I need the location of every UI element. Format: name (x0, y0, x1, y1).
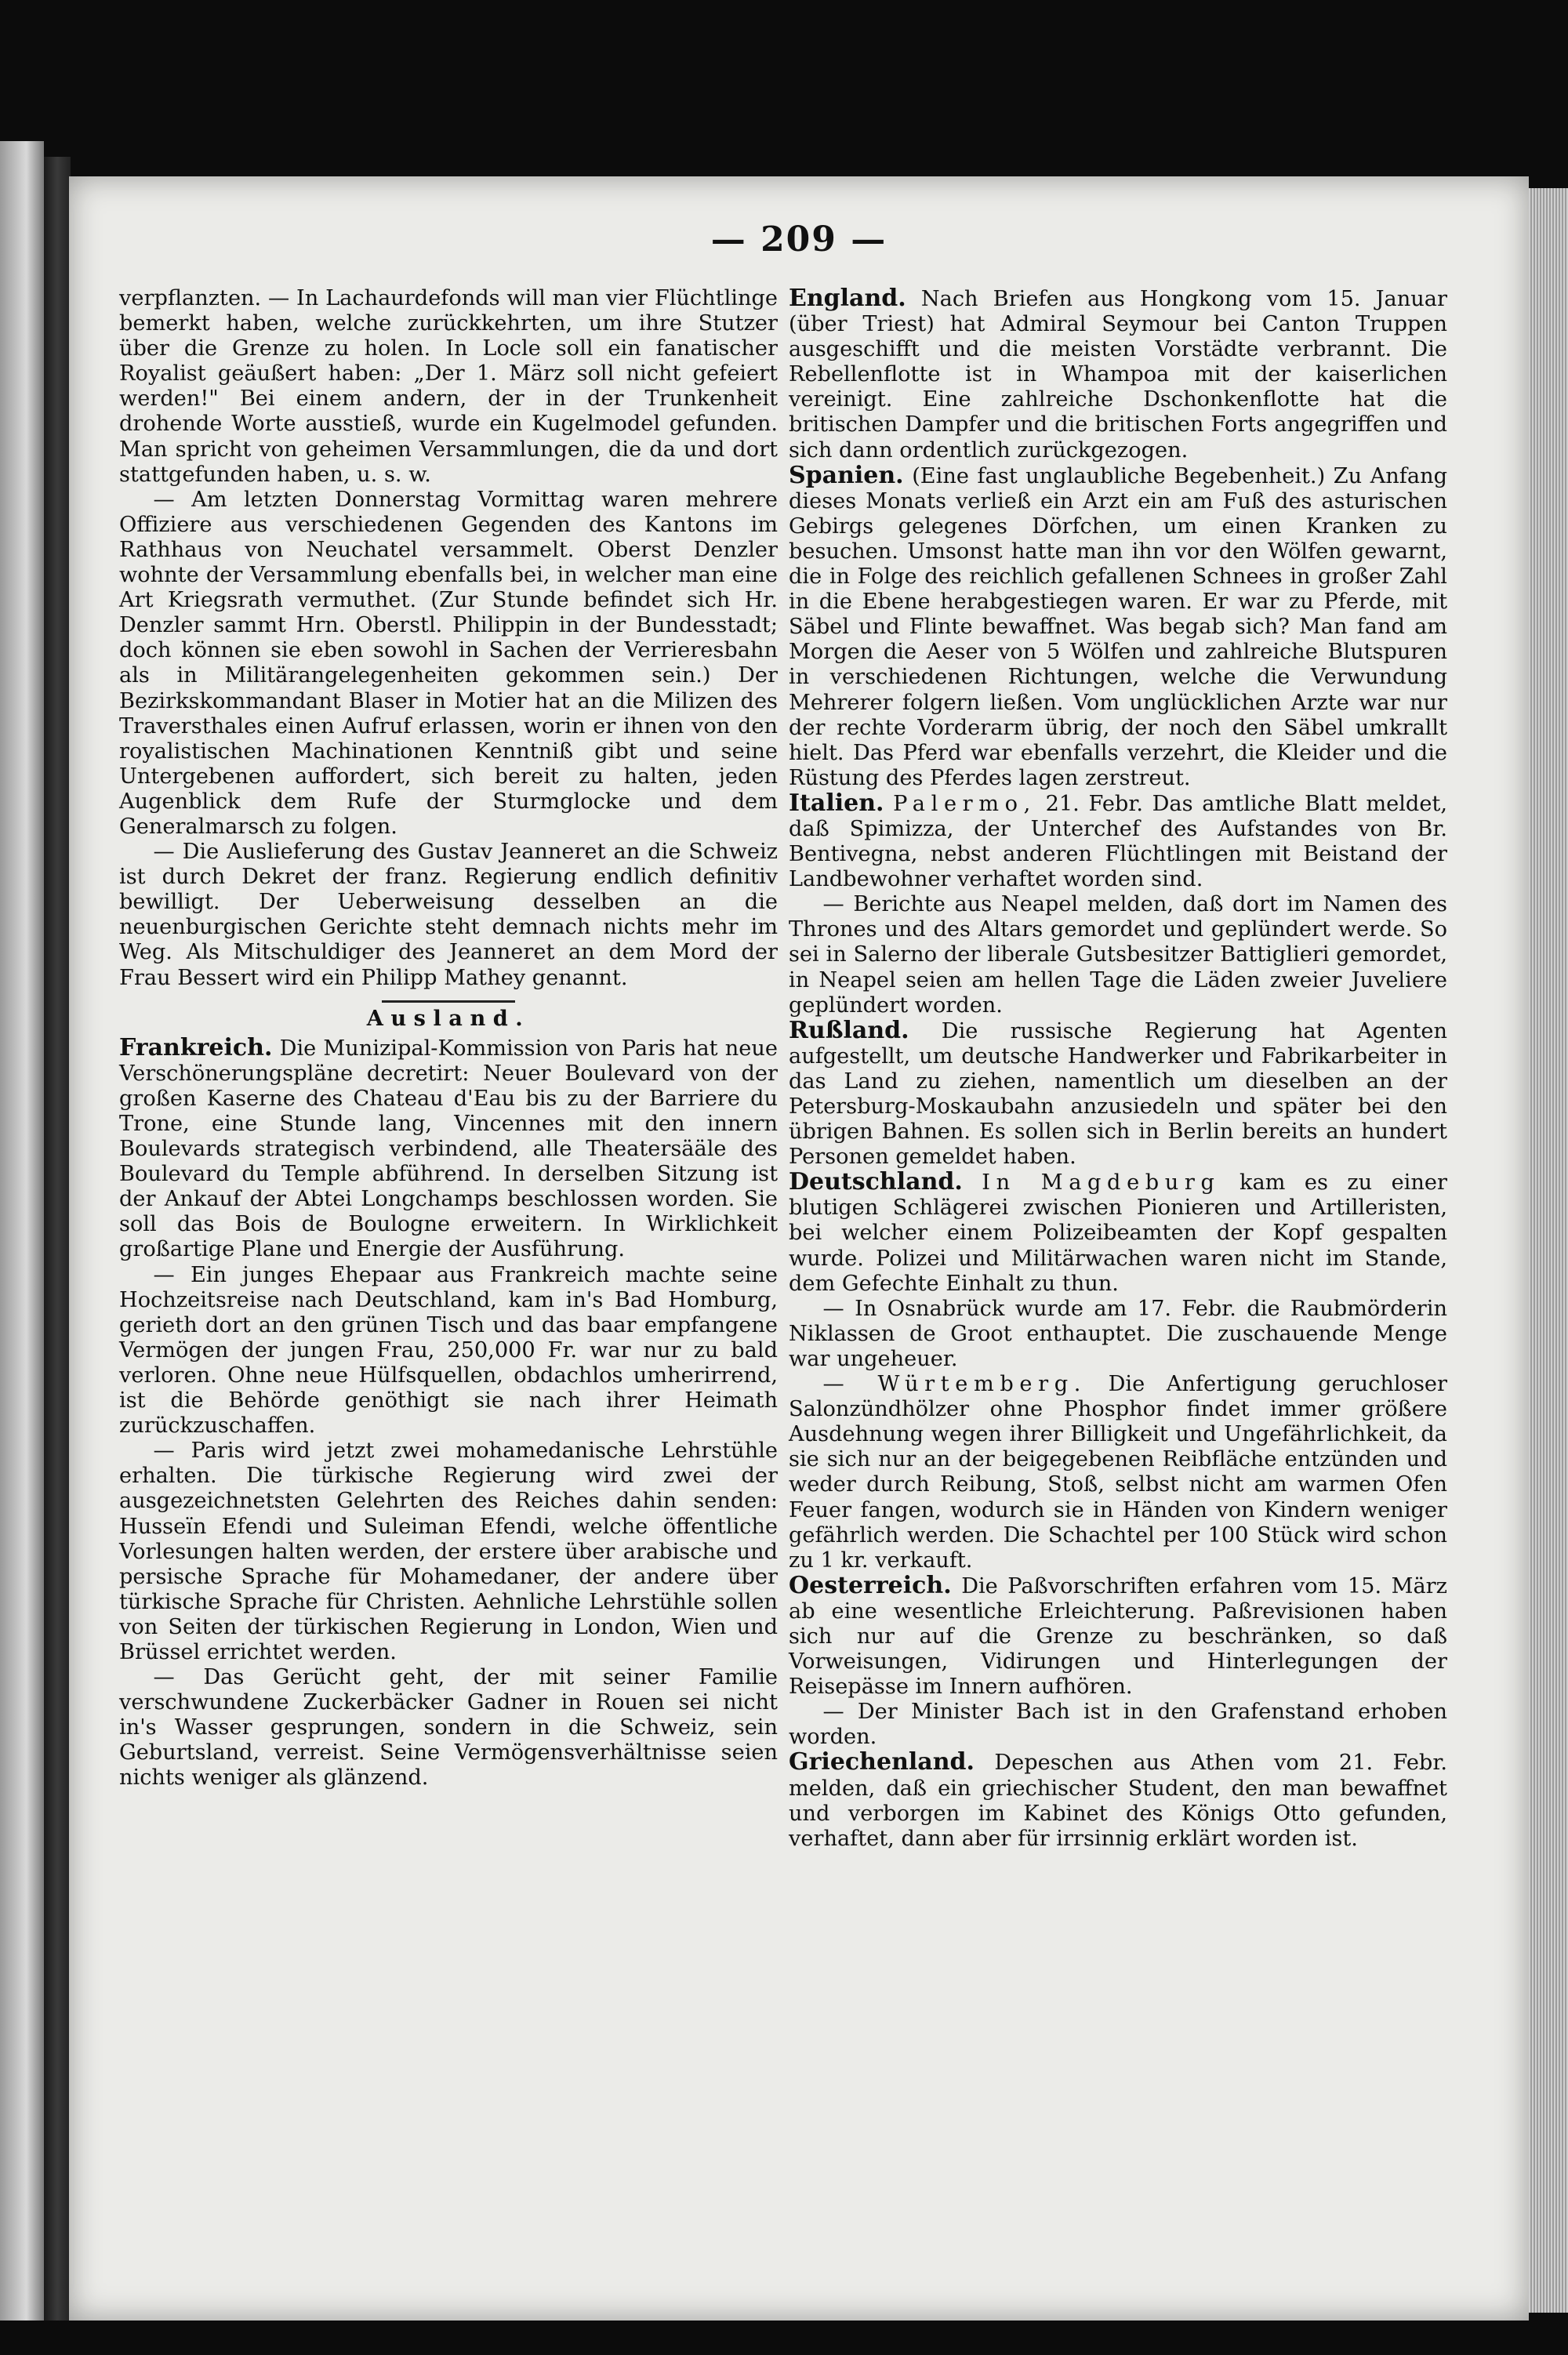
paragraph: verpflanzten. — In Lachaurdefonds will man vier Flüchtlinge bemerkt haben, welche zurückkehrten, um ihre Stutzer über die Grenze zu holen. In Locle soll ein fanatischer Royalist geäußert haben: „Der 1. März soll nicht gefeiert werden!" Bei einem andern, der in der Trunkenheit drohende Worte ausstieß, wurde ein Kugelmodel gefunden. Man spricht von geheimen Versammlungen, die da und dort stattgefunden haben, u. s. w. (119, 286, 778, 487)
paragraph-text: Die Anfertigung geruchloser Salonzündhölzer ohne Phosphor findet immer größere Ausdehnung wegen ihrer Billigkeit und Ungefährlichkeit, da sie sich nur an der beigegebenen Reibfläche entzünden und weder durch Reibung, Stoß, selbst nicht am warmen Ofen Feuer fangen, wodurch sie in Händen von Kindern weniger gefährlich werden. Die Schachtel per 100 Stück wird schon zu 1 kr. verkauft. (789, 1372, 1447, 1573)
paragraph: — Paris wird jetzt zwei mohamedanische Lehrstühle erhalten. Die türkische Regierung wird zwei der ausgezeichnetsten Gelehrten des Reiches dahin senden: Husseïn Efendi und Suleiman Efendi, welche öffentliche Vorlesungen halten werden, der erstere über arabische und persische Sprache für Mohamedaner, der andere über türkische Sprache für Christen. Aehnliche Lehrstühle sollen von Seiten der türkischen Regierung in London, Wien und Brüssel errichtet werden. (119, 1439, 778, 1664)
left-column (119, 286, 778, 1791)
page-stack-edge (1529, 188, 1568, 2313)
paragraph: — Am letzten Donnerstag Vormittag waren mehrere Offiziere aus verschiedenen Gegenden des Kantons im Rathhaus von Neuchatel versammelt. Oberst Denzler wohnte der Versammlung ebenfalls bei, in welcher man eine Art Kriegsrath vermuthet. (Zur Stunde befindet sich Hr. Denzler sammt Hrn. Oberstl. Philippin in der Bundesstadt; doch können sie eben sowohl in Sachen der Verrieresbahn als in Militärangelegenheiten gekommen sein.) Der Bezirkskommandant Blaser in Motier hat an die Milizen des Traversthales einen Aufruf erlassen, worin er ihnen von den royalistischen Machinationen Kenntniß gibt und seine Untergebenen auffordert, sich bereit zu halten, jeden Augenblick dem Rufe der Sturmglocke und dem Generalmarsch zu folgen. (119, 487, 778, 839)
paragraph-text: 21. Febr. Das amtliche Blatt meldet, daß Spimizza, der Unterchef des Aufstandes von Br. Bentivegna, nebst anderen Flüchtlingen mit Beistand der Landbewohner verhaftet worden sind. (789, 791, 1447, 892)
article-deutschland (789, 1170, 1447, 1296)
paragraph-text: Nach Briefen aus Hongkong vom 15. Januar (über Triest) hat Admiral Seymour bei Canton Truppen ausgeschifft und die meisten Vorstädte verbrannt. Die Rebellenflotte ist in Whampoa mit der kaiserlichen vereinigt. Eine zahlreiche Dschonkenflotte hat die britischen Dampfer und die britischen Forts angegriffen und sich dann ordentlich zurückgezogen. (789, 287, 1447, 463)
article-wurtemberg (789, 1372, 1447, 1573)
paragraph: — Die Auslieferung des Gustav Jeanneret an die Schweiz ist durch Dekret der franz. Regierung endlich definitiv bewilligt. Der Ueberweisung desselben an die neuenburgischen Gerichte steht demnach nichts mehr im Weg. Als Mitschuldiger des Jeanneret an dem Mord der Frau Bessert wird ein Philipp Mathey genannt. (119, 840, 778, 990)
paragraph: — Ein junges Ehepaar aus Frankreich machte seine Hochzeitsreise nach Deutschland, kam in's Bad Homburg, gerieth dort an den grünen Tisch und das baar empfangene Vermögen der jungen Frau, 250,000 Fr. war nur zu bald verloren. Ohne neue Hülfsquellen, obdachlos umherirrend, ist die Behörde genöthigt sie nach ihrer Heimath zurückzuschaffen. (119, 1262, 778, 1439)
article-frankreich (119, 1033, 778, 1263)
article-russland (789, 1018, 1447, 1170)
country-heading: Deutschland. (789, 1168, 963, 1196)
country-heading: Oesterreich. (789, 1571, 952, 1599)
country-heading: Italien. (789, 789, 884, 817)
country-heading: Rußland. (789, 1016, 909, 1044)
article-england (789, 286, 1447, 463)
newspaper-page (69, 176, 1529, 2321)
place-name: — Würtemberg. (822, 1372, 1087, 1397)
paragraph-text: Die russische Regierung hat Agenten aufgestellt, um deutsche Handwerker und Fabrikarbeiter in das Land zu ziehen, namentlich um dieselben an der Petersburg-Moskaubahn anzusiedeln und später bei den übrigen Bahnen. Es sollen sich in Berlin bereits an hundert Personen gemeldet haben. (789, 1018, 1447, 1170)
paragraph-text: (Eine fast unglaubliche Begebenheit.) Zu Anfang dieses Monats verließ ein Arzt ein am Fuß des asturischen Gebirgs gelegenes Dörfchen, um einen Kranken zu besuchen. Umsonst hatte man ihn vor den Wölfen gewarnt, die in Folge des reichlich gefallenen Schnees in großer Zahl in die Ebene herabgestiegen waren. Er war zu Pferde, mit Säbel und Flinte bewaffnet. Was begab sich? Man fand am Morgen die Aeser von 5 Wölfen und zahlreiche Blutspuren in verschiedenen Richtungen, welche die Verwundung Mehrerer folgern ließen. Vom unglücklichen Arzte war nur der rechte Vorderarm übrig, der noch den Säbel umkrallt hielt. Das Pferd war ebenfalls verzehrt, die Kleider und die Rüstung des Pferdes lagen zerstreut. (789, 463, 1447, 790)
book-binding (44, 157, 71, 2321)
paragraph-text: kam es zu einer blutigen Schlägerei zwischen Pionieren und Artilleristen, bei welcher einem Polizeibeamten der Kopf gespalten wurde. Polizei und Militärwachen waren nicht im Stande, dem Gefechte Einhalt zu thun. (789, 1170, 1447, 1296)
article-spanien (789, 463, 1447, 791)
country-heading: England. (789, 285, 906, 312)
paragraph-text: Die Paßvorschriften erfahren vom 15. März ab eine wesentliche Erleichterung. Paßrevisionen haben sich nur auf die Grenze zu beschränken, so daß Vorweisungen, Vidirungen und Hinterlegungen der Reisepässe im Innern aufhören. (789, 1573, 1447, 1700)
paragraph: — Der Minister Bach ist in den Grafenstand erhoben worden. (789, 1700, 1447, 1750)
section-title: Ausland. (366, 1005, 531, 1031)
right-column (789, 286, 1447, 1852)
paragraph: — Berichte aus Neapel melden, daß dort im Namen des Thrones und des Altars gemordet und geplündert werde. So sei in Salerno der liberale Gutsbesitzer Battiglieri gemordet, in Neapel seien am hellen Tage die Läden zweier Juveliere geplündert worden. (789, 892, 1447, 1018)
paragraph-text: Depeschen aus Athen vom 21. Febr. melden, daß ein griechischer Student, den man bewaffnet und verborgen im Kabinet des Königs Otto gefunden, verhaftet, dann aber für irrsinnig erklärt worden ist. (789, 1751, 1447, 1851)
section-divider (382, 1000, 515, 1003)
place-name: In Magdeburg (982, 1170, 1221, 1196)
country-heading: Spanien. (789, 461, 904, 489)
place-name: Palermo, (893, 791, 1036, 816)
article-italien (789, 791, 1447, 892)
article-griechenland (789, 1750, 1447, 1851)
paragraph: — In Osnabrück wurde am 17. Febr. die Raubmörderin Niklassen de Groot enthauptet. Die zuschauende Menge war ungeheuer. (789, 1296, 1447, 1371)
country-heading: Frankreich. (119, 1033, 273, 1061)
adjacent-page-edge (0, 141, 44, 2321)
country-heading: Griechenland. (789, 1748, 975, 1776)
paragraph: — Das Gerücht geht, der mit seiner Familie verschwundene Zuckerbäcker Gadner in Rouen sei nicht in's Wasser gesprungen, sondern in die Schweiz, sein Geburtsland, verreist. Seine Vermögensverhältnisse seien nichts weniger als glänzend. (119, 1665, 778, 1791)
page-number: — 209 — (710, 220, 887, 259)
paragraph-text: Die Munizipal-Kommission von Paris hat neue Verschönerungspläne decretirt: Neuer Boulevard von der großen Kaserne des Chateau d'Eau bis zu der Barriere du Trone, eine Stunde lang, Vincennes mit den innern Boulevards strategisch verbindend, alle Theatersääle des Boulevard du Temple abführend. In derselben Sitzung ist der Ankauf der Abtei Longchamps beschlossen worden. Sie soll das Bois de Boulogne erweitern. In Wirklichkeit großartige Plane und Energie der Ausführung. (119, 1036, 778, 1262)
article-oesterreich (789, 1573, 1447, 1700)
